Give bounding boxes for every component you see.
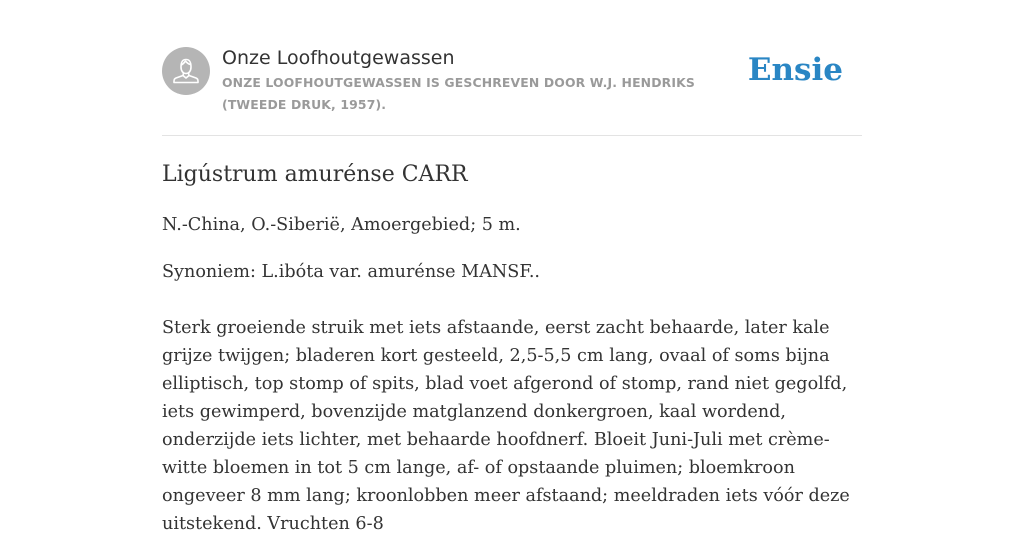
source-description: ONZE LOOFHOUTGEWASSEN IS GESCHREVEN DOOR W.J. HENDRIKS (TWEEDE DRUK, 1957). xyxy=(222,75,695,112)
source-title[interactable]: Onze Loofhoutgewassen xyxy=(222,47,455,69)
header-divider xyxy=(162,135,862,136)
source-avatar[interactable] xyxy=(162,47,210,95)
user-icon xyxy=(162,47,210,95)
source-header xyxy=(162,46,862,136)
article-paragraph-synonym: Synoniem: L.ibóta var. amurénse MANSF.. xyxy=(162,262,540,282)
article-content xyxy=(162,158,862,538)
ensie-logo[interactable]: Ensie xyxy=(747,52,843,88)
article-title: Ligústrum amurénse CARR xyxy=(162,162,468,187)
article-paragraph-origin: N.-China, O.-Siberië, Amoergebied; 5 m. xyxy=(162,215,521,235)
article-paragraph-description: Sterk groeiende struik met iets afstaande, eerst zacht behaarde, later kale grijze twijgen; bladeren kort gesteeld, 2,5-5,5 cm lang, ovaal of soms bijna elliptisch, top stomp of spits, blad voet afgerond of stomp, rand niet gegolfd, iets gewimperd, bovenzijde matglanzend donkergroen, kaal wordend, onderzijde iets lichter, met behaarde hoofdnerf. Bloeit Juni-Juli met crème-witte bloemen in tot 5 cm lange, af- of opstaande pluimen; bloemkroon ongeveer 8 mm lang; kroonlobben meer afstaand; meeldraden iets vóór deze uitstekend. Vruchten 6-8 xyxy=(162,318,850,534)
